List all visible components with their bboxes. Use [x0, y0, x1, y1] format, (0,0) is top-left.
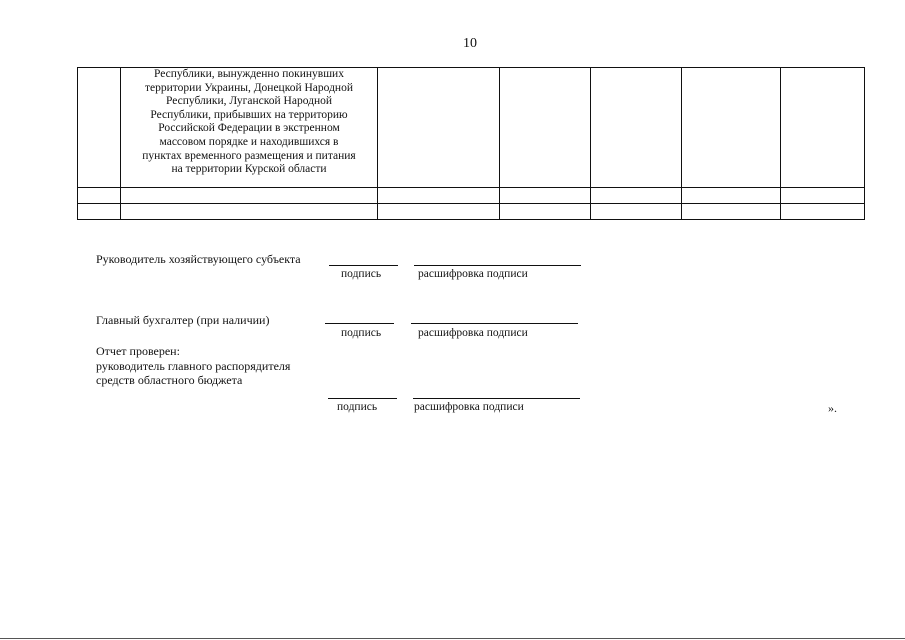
table-cell [378, 68, 500, 188]
table-cell [781, 204, 865, 220]
page-bottom-edge [0, 638, 905, 639]
table-cell [121, 204, 378, 220]
description-line: Российской Федерации в экстренном [158, 122, 340, 135]
table-row [78, 68, 865, 188]
table-cell [682, 188, 781, 204]
description-line: Республики, вынужденно покинувших [154, 68, 344, 80]
verification-line: руководитель главного распорядителя [96, 358, 291, 373]
verifier-signature-caption: подпись [337, 401, 378, 413]
head-signature-line [329, 265, 398, 266]
table-cell [78, 188, 121, 204]
chief-accountant-decoding-line [411, 323, 578, 324]
table-cell [500, 188, 591, 204]
verifier-decoding-line [413, 398, 580, 399]
table-row-empty [78, 204, 865, 220]
table-row-empty [78, 188, 865, 204]
chief-accountant-decoding-caption: расшифровка подписи [418, 327, 528, 339]
table-cell [500, 68, 591, 188]
table-cell-number [78, 68, 121, 188]
report-table [77, 67, 865, 220]
page-number: 10 [463, 36, 477, 51]
description-line: территории Украины, Донецкой Народной [145, 81, 353, 94]
verifier-signature-line [328, 398, 397, 399]
head-signature-label: Руководитель хозяйствующего субъекта [96, 252, 301, 266]
table-cell [591, 204, 682, 220]
table-cell [591, 68, 682, 188]
head-signature-caption: подпись [341, 268, 382, 280]
closing-mark: ». [828, 401, 837, 415]
description-line: массовом порядке и находившихся в [159, 135, 339, 148]
verification-block [96, 344, 290, 388]
description-line: Республики, прибывших на территорию [150, 108, 348, 121]
description-line: пунктах временного размещения и питания [142, 149, 356, 162]
table-cell [781, 188, 865, 204]
description-line: на территории Курской области [171, 163, 327, 176]
table-cell [500, 204, 591, 220]
verifier-decoding-caption: расшифровка подписи [414, 401, 524, 413]
description-line: Республики, Луганской Народной [165, 95, 333, 108]
chief-accountant-signature-caption: подпись [341, 327, 382, 339]
table-cell [781, 68, 865, 188]
table-cell-description [121, 68, 378, 188]
verification-line: средств областного бюджета [96, 373, 243, 387]
table-cell [682, 204, 781, 220]
verification-line: Отчет проверен: [96, 344, 180, 358]
table-cell [591, 188, 682, 204]
table-cell [121, 188, 378, 204]
table-cell [378, 188, 500, 204]
head-decoding-line [414, 265, 581, 266]
chief-accountant-label: Главный бухгалтер (при наличии) [96, 313, 270, 327]
table-cell [378, 204, 500, 220]
head-decoding-caption: расшифровка подписи [418, 268, 528, 280]
table-cell [682, 68, 781, 188]
chief-accountant-signature-line [325, 323, 394, 324]
table-cell [78, 204, 121, 220]
